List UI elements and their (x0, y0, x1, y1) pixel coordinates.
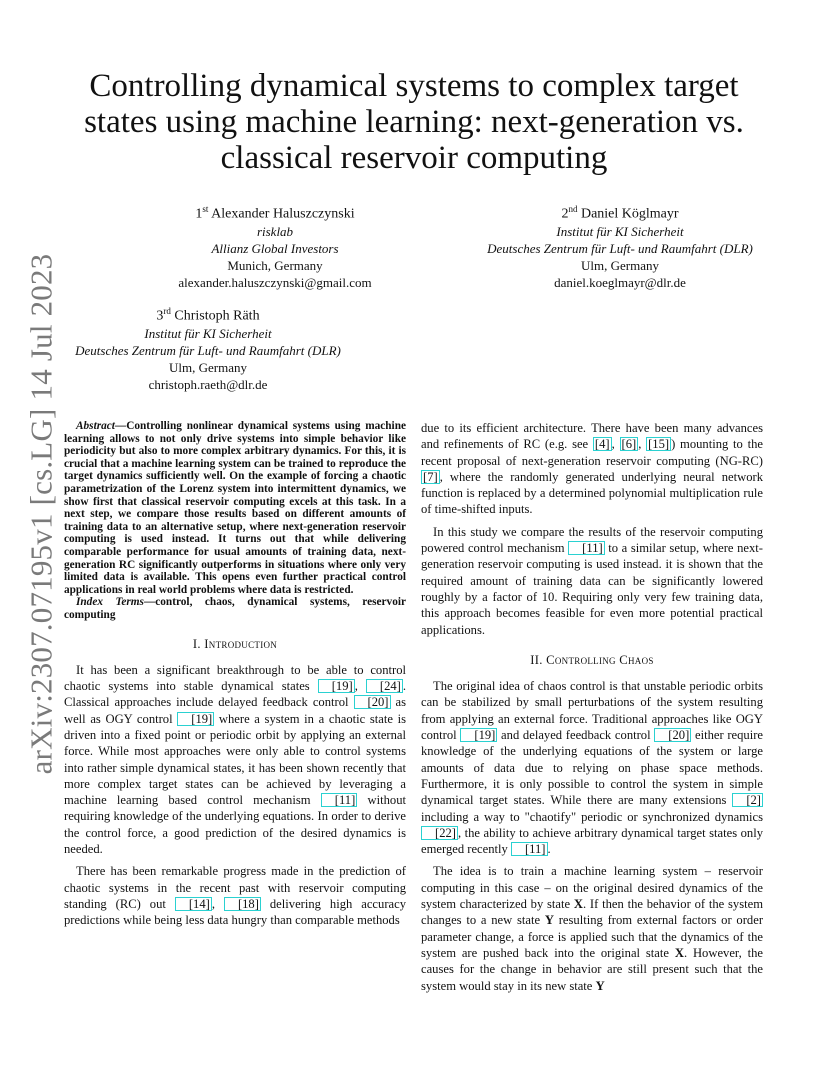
intro-paragraph-continued: due to its efficient architecture. There have been many advances and refinements of RC (e.g. see [4] , [6] , [15] ) mounting to the recent proposal of next-generation reservoir computing (NG-RC) [7] , where the randomly generated underlying neural network function is replaced by a determined polynomial multiplication rule of time-shifted inputs. (421, 421, 763, 517)
author-email: christoph.raeth@dlr.de (148, 376, 268, 392)
section-heading-controlling-chaos: II. Controlling Chaos (530, 652, 654, 667)
citation-link[interactable]: [19] (461, 729, 496, 741)
right-column (421, 420, 763, 1000)
citation-link[interactable]: [19] (178, 713, 213, 725)
citation-link[interactable]: [19] (319, 680, 354, 692)
author-block-1 (160, 201, 390, 291)
intro-paragraph-1: It has been a significant breakthrough to be able to control chaotic systems into stable dynamical states [19] , [24] . Classical approaches include delayed feedback control [20] as well as OGY control [19] where a system in a chaotic state is driven into a fixed point or periodic orbit by applying an external force. While most approaches were only able to control systems into rather simple dynamical states, it has been shown recently that more complex target states can be achieved by leveraging a machine learning based control mechanism [11] without requiring knowledge of the underlying equations. In order to derive the control force, a good prediction of the desired dynamics is needed. (64, 662, 407, 857)
state-symbol: Y (595, 978, 605, 993)
author-affiliation: Institut für KI Sicherheit (556, 223, 684, 239)
citation-link[interactable]: [4] (594, 437, 610, 452)
author-location: Ulm, Germany (169, 359, 247, 375)
author-location: Munich, Germany (227, 257, 323, 273)
author-block-2 (470, 201, 770, 291)
intro-paragraph-2: There has been remarkable progress made in the prediction of chaotic systems in the recent past with reservoir computing standing (RC) out [14] , [18] delivering high accuracy predictions while being less data hungry than comparable methods (64, 864, 406, 928)
citation-link[interactable]: [22] (422, 827, 457, 839)
author-name: 2nd Daniel Köglmayr (561, 204, 679, 222)
author-affiliation: Allianz Global Investors (211, 240, 339, 256)
citation-link[interactable]: [20] (655, 729, 690, 741)
author-affiliation: Deutsches Zentrum für Luft- und Raumfahrt (DLR) (487, 240, 753, 256)
author-affiliation: Deutsches Zentrum für Luft- und Raumfahrt (DLR) (75, 342, 341, 358)
citation-link[interactable]: [18] (225, 898, 260, 910)
author-email: alexander.haluszczynski@gmail.com (178, 274, 372, 290)
author-block-3 (58, 303, 358, 393)
author-affiliation: risklab (256, 223, 294, 239)
author-affiliation: Institut für KI Sicherheit (144, 325, 272, 341)
citation-link[interactable]: [14] (176, 898, 211, 910)
author-name: 1st Alexander Haluszczynski (195, 204, 355, 222)
author-location: Ulm, Germany (581, 257, 659, 273)
citation-link[interactable]: [7] (423, 469, 438, 484)
index-terms: Index Terms—control, chaos, dynamical systems, reservoir computing (64, 596, 407, 621)
author-email: daniel.koeglmayr@dlr.de (554, 274, 686, 290)
intro-paragraph-3: In this study we compare the results of the reservoir computing powered control mechanism [11] to a similar setup, where next-generation reservoir computing is used instead. it is shown that the required amount of training data can be significantly lowered roughly by a factor of 10. Requiring only very few training data, this approach becomes feasible for even more potential practical applications. (421, 524, 763, 637)
section-heading-introduction: I. Introduction (192, 636, 278, 651)
state-symbol: X (674, 945, 684, 960)
citation-link[interactable]: [11] (322, 794, 357, 806)
chaos-paragraph-1: The original idea of chaos control is that unstable periodic orbits can be stabilized by small perturbations of the system resulting from applying an external force. Traditional approaches like OGY control [19] and delayed feedback control [20] either require knowledge of the underlying equations of the system or large amounts of data due to relying on phase space methods. Furthermore, it is only possible to control the system in simple dynamical target states. While there are many extensions [2] including a way to "chaotify" periodic or synchronized dynamics [22] , the ability to achieve arbitrary dynamical target states only emerged recently [11] . (421, 679, 763, 857)
citation-link[interactable]: [20] (355, 696, 390, 708)
author-name: 3rd Christoph Räth (156, 306, 260, 324)
chaos-paragraph-2: The idea is to train a machine learning system – reservoir computing in this case – on the original desired dynamics of the system characterized by state X. If then the behavior of the system changes to a new state Y resulting from external factors or order parameter change, a force is applied such that the dynamics of the system are pushed back into the original state X. However, the causes for the change in behavior are still present such that the system would stay in its new state Y (421, 864, 764, 993)
citation-link[interactable]: [15] (648, 437, 670, 452)
left-column (64, 420, 406, 935)
citation-link[interactable]: [6] (621, 437, 637, 452)
citation-link[interactable]: [11] (569, 542, 604, 554)
state-symbol: Y (544, 913, 554, 928)
paper-title: Controlling dynamical systems to complex target states using machine learning: next-generation vs. classical reservoir computing (84, 68, 744, 176)
state-symbol: X (573, 897, 583, 912)
arxiv-identifier-text: arXiv:2307.07195v1 [cs.LG] 14 Jul 2023 (23, 253, 59, 775)
citation-link[interactable]: [2] (733, 794, 762, 806)
citation-link[interactable]: [24] (367, 680, 402, 692)
abstract: Abstract—Controlling nonlinear dynamical systems using machine learning allows to not only drive systems into simple behavior like periodicity but also to more complex arbitrary dynamics. For this, it is crucial that a machine learning system can be trained to reproduce the target dynamics sufficiently well. On the example of forcing a chaotic parametrization of the Lorenz system into intermittent dynamics, we show first that classical reservoir computing excels at this task. In a next step, we compare those results based on different amounts of training data to an alternative setup, where next-generation reservoir computing is used instead. It turns out that while delivering comparable performance for usual amounts of training data, next-generation RC significantly outperforms in situations where only very limited data is available. This opens even further practical control applications in real world problems where data is restricted. (64, 420, 406, 596)
citation-link[interactable]: [11] (512, 843, 547, 855)
